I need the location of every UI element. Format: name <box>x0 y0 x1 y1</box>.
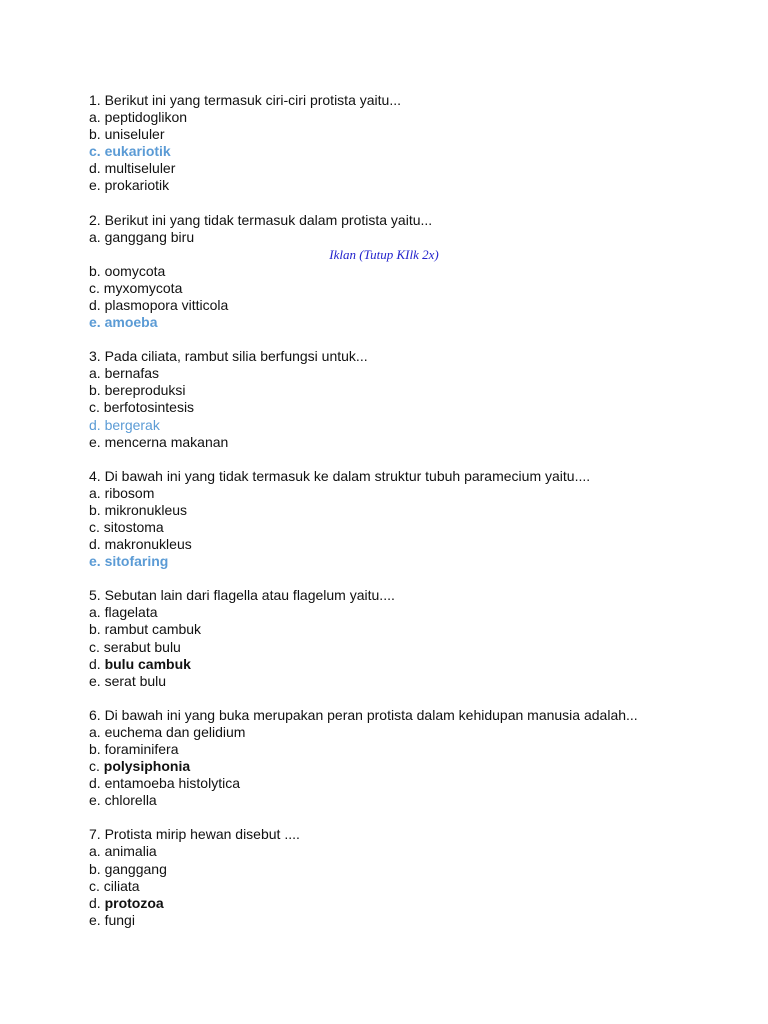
option-e <box>89 177 749 194</box>
option-text: sitostoma <box>103 518 164 535</box>
option-text: sitofaring <box>104 553 169 570</box>
option-d-answer <box>89 656 749 673</box>
quiz-document <box>89 92 749 946</box>
option-text: peptidoglikon <box>104 109 188 126</box>
option-text: myxomycota <box>103 279 183 296</box>
option-a <box>89 604 749 621</box>
option-text: foraminifera <box>104 741 179 757</box>
option-c-answer <box>89 143 749 160</box>
option-text: mikronukleus <box>104 501 188 518</box>
option-text: amoeba <box>104 314 158 331</box>
option-e <box>89 434 749 451</box>
option-d <box>89 775 749 792</box>
option-c <box>89 639 749 656</box>
option-text: ganggang <box>104 860 167 877</box>
option-letter: a. <box>89 604 101 621</box>
option-text: makronukleus <box>104 536 192 553</box>
question-text: 4. Di bawah ini yang tidak termasuk ke dalam struktur tubuh paramecium yaitu.... <box>89 467 591 484</box>
option-d <box>89 297 749 314</box>
option-text: animalia <box>104 843 157 860</box>
option-letter: b. <box>89 382 101 399</box>
option-letter: c. <box>89 758 100 775</box>
option-letter: e. <box>89 553 101 570</box>
question-text: 2. Berikut ini yang tidak termasuk dalam protista yaitu... <box>89 211 433 228</box>
option-text: bereproduksi <box>104 382 186 399</box>
question-5 <box>89 587 749 690</box>
option-b <box>89 126 749 143</box>
option-a <box>89 724 749 741</box>
option-text: eukariotik <box>104 143 171 160</box>
option-c-answer <box>89 758 749 775</box>
option-c <box>89 399 749 416</box>
question-text: 7. Protista mirip hewan disebut .... <box>89 826 300 843</box>
option-letter: d. <box>89 416 101 433</box>
option-text: bernafas <box>104 365 160 382</box>
option-text: prokariotik <box>104 177 170 194</box>
option-text: plasmopora vitticola <box>104 296 229 313</box>
option-a <box>89 229 749 246</box>
question-3 <box>89 348 749 451</box>
option-letter: d. <box>89 775 101 792</box>
option-letter: d. <box>89 160 101 177</box>
option-c <box>89 280 749 297</box>
option-text: multiseluler <box>104 160 176 177</box>
option-e <box>89 673 749 690</box>
option-text: bergerak <box>104 416 160 433</box>
option-letter: d. <box>89 655 101 672</box>
option-letter: e. <box>89 433 101 450</box>
option-letter: b. <box>89 621 101 638</box>
question-2 <box>89 212 749 332</box>
option-letter: d. <box>89 894 101 911</box>
option-a <box>89 109 749 126</box>
option-text: mencerna makanan <box>104 433 229 450</box>
option-letter: b. <box>89 126 101 143</box>
option-d-answer <box>89 895 749 912</box>
option-text: bulu cambuk <box>104 655 191 672</box>
question-4 <box>89 468 749 571</box>
option-b <box>89 741 749 758</box>
option-letter: b. <box>89 501 101 518</box>
option-text: ganggang biru <box>104 228 195 245</box>
question-text: 3. Pada ciliata, rambut silia berfungsi untuk... <box>89 348 368 365</box>
option-e <box>89 792 749 809</box>
option-text: entamoeba histolytica <box>104 775 240 792</box>
option-c <box>89 878 749 895</box>
option-letter: d. <box>89 536 101 553</box>
option-letter: a. <box>89 843 101 860</box>
option-text: oomycota <box>104 262 166 279</box>
option-c <box>89 519 749 536</box>
question-text: 6. Di bawah ini yang buka merupakan peran protista dalam kehidupan manusia adalah... <box>89 706 638 723</box>
option-d-answer <box>89 417 749 434</box>
option-e-answer <box>89 314 749 331</box>
option-letter: a. <box>89 228 101 245</box>
option-text: chlorella <box>104 792 157 809</box>
option-text: fungi <box>104 911 135 928</box>
option-letter: a. <box>89 723 101 740</box>
ad-close-link[interactable]: Iklan (Tutup KIlk 2x) <box>329 246 439 262</box>
option-b <box>89 861 749 878</box>
option-d <box>89 160 749 177</box>
option-b <box>89 382 749 399</box>
option-letter: c. <box>89 143 101 160</box>
option-text: ribosom <box>104 484 155 501</box>
option-e-answer <box>89 553 749 570</box>
option-letter: b. <box>89 262 101 279</box>
question-text: 1. Berikut ini yang termasuk ciri-ciri protista yaitu... <box>89 92 401 108</box>
question-text: 5. Sebutan lain dari flagella atau flagelum yaitu.... <box>89 587 395 604</box>
option-text: ciliata <box>103 877 140 894</box>
option-letter: a. <box>89 484 101 501</box>
option-letter: e. <box>89 177 101 194</box>
option-text: rambut cambuk <box>104 621 202 638</box>
option-text: euchema dan gelidium <box>104 723 246 740</box>
option-text: serat bulu <box>104 672 167 689</box>
option-b <box>89 621 749 638</box>
option-text: berfotosintesis <box>103 399 195 416</box>
option-text: polysiphonia <box>103 758 191 775</box>
option-e <box>89 912 749 929</box>
option-letter: e. <box>89 314 101 331</box>
option-a <box>89 365 749 382</box>
question-7 <box>89 826 749 929</box>
option-letter: c. <box>89 638 100 655</box>
question-1 <box>89 92 749 195</box>
option-text: flagelata <box>104 604 158 621</box>
option-text: serabut bulu <box>103 638 181 655</box>
option-b <box>89 502 749 519</box>
option-letter: a. <box>89 109 101 126</box>
option-letter: d. <box>89 296 101 313</box>
option-b <box>89 263 749 280</box>
option-letter: a. <box>89 365 101 382</box>
option-letter: c. <box>89 518 100 535</box>
option-letter: b. <box>89 860 101 877</box>
option-text: uniseluler <box>104 126 165 143</box>
option-letter: e. <box>89 911 101 928</box>
option-letter: c. <box>89 279 100 296</box>
option-a <box>89 485 749 502</box>
option-letter: e. <box>89 672 101 689</box>
question-6 <box>89 707 749 810</box>
option-letter: e. <box>89 792 101 809</box>
option-d <box>89 536 749 553</box>
option-text: protozoa <box>104 894 164 911</box>
option-a <box>89 843 749 860</box>
option-letter: c. <box>89 877 100 894</box>
option-letter: c. <box>89 399 100 416</box>
option-letter: b. <box>89 741 101 757</box>
